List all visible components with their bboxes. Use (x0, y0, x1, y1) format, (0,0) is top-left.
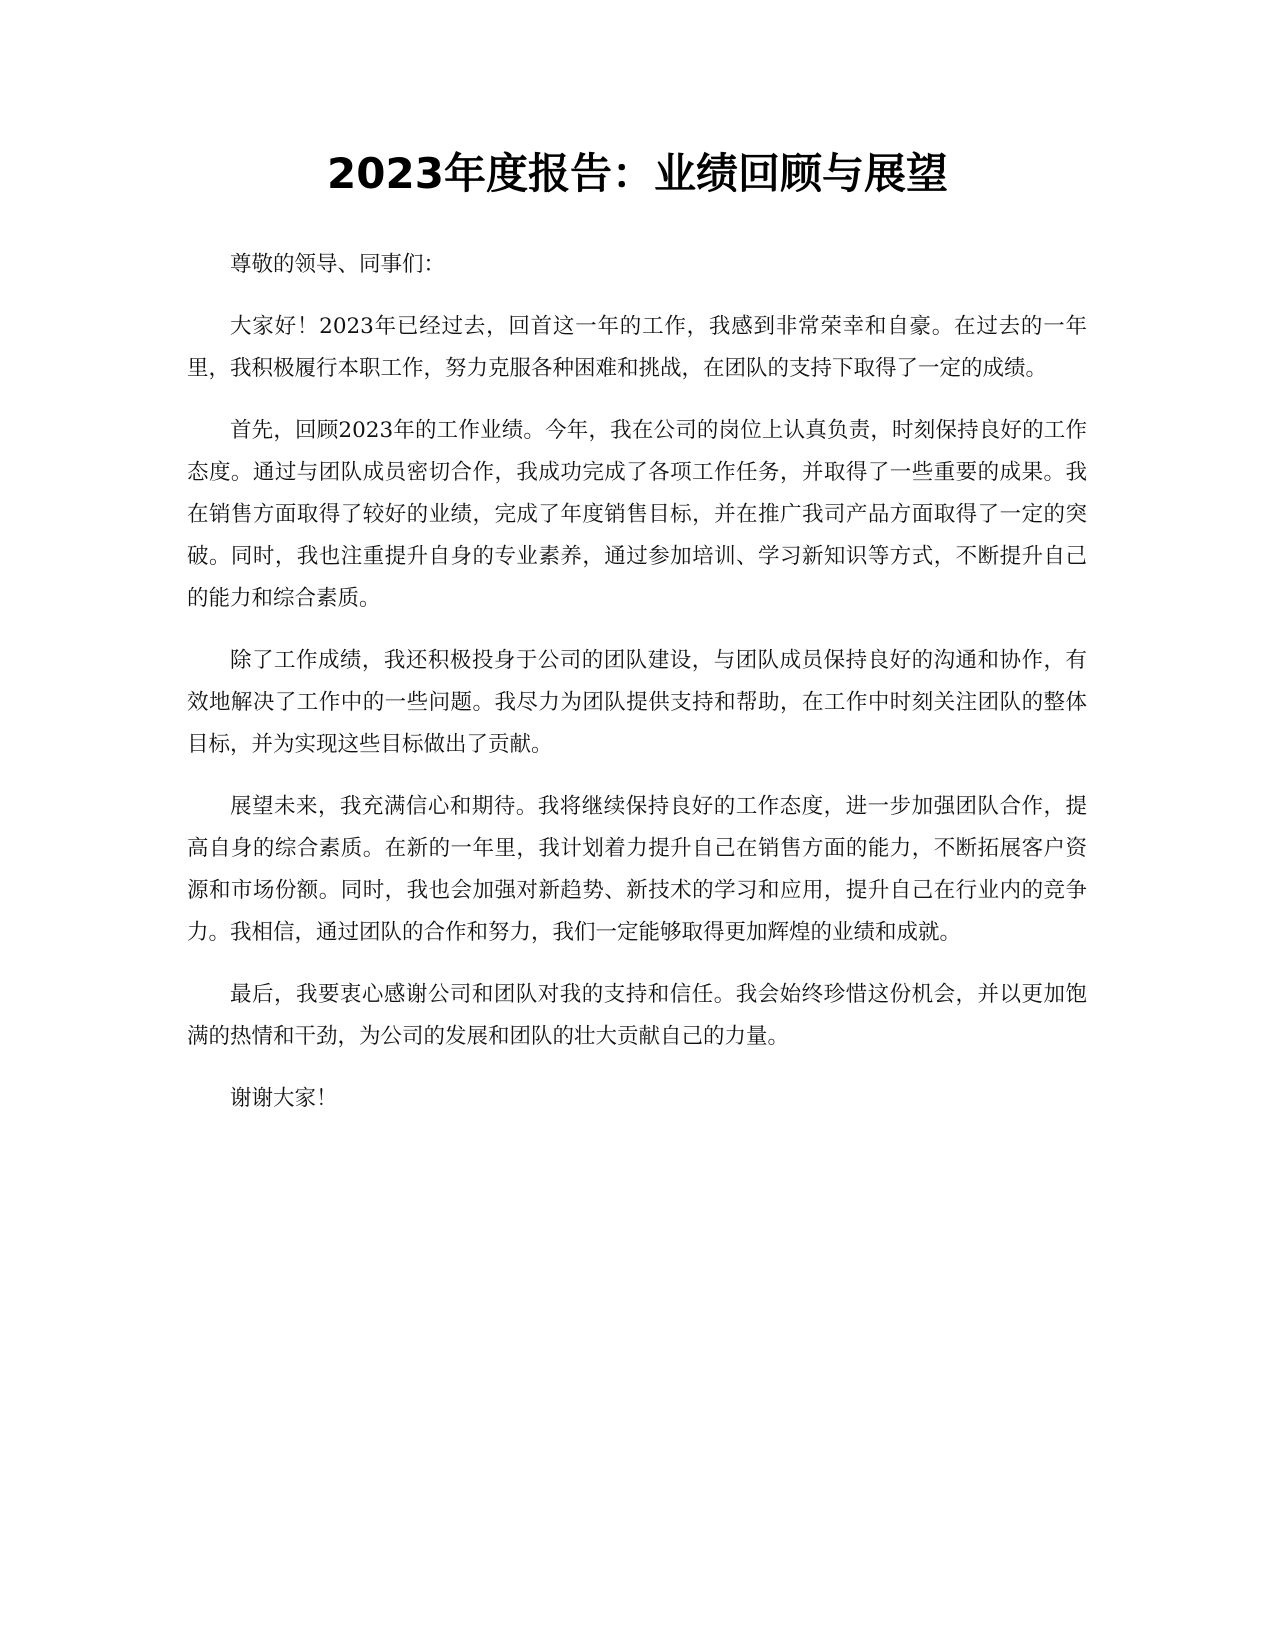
paragraph-outlook: 展望未来，我充满信心和期待。我将继续保持良好的工作态度，进一步加强团队合作，提高自身的综合素质。在新的一年里，我计划着力提升自己在销售方面的能力，不断拓展客户资源和市场份额。同时，我也会加强对新趋势、新技术的学习和应用，提升自己在行业内的竞争力。我相信，通过团队的合作和努力，我们一定能够取得更加辉煌的业绩和成就。 (187, 794, 1087, 945)
document-title: 2023年度报告：业绩回顾与展望 (327, 149, 948, 198)
paragraph-teamwork: 除了工作成绩，我还积极投身于公司的团队建设，与团队成员保持良好的沟通和协作，有效地解决了工作中的一些问题。我尽力为团队提供支持和帮助，在工作中时刻关注团队的整体目标，并为实现这些目标做出了贡献。 (187, 648, 1087, 757)
closing: 谢谢大家！ (230, 1086, 338, 1111)
document-body (187, 244, 1087, 1140)
paragraph-greeting: 大家好！2023年已经过去，回首这一年的工作，我感到非常荣幸和自豪。在过去的一年里，我积极履行本职工作，努力克服各种困难和挑战，在团队的支持下取得了一定的成绩。 (187, 314, 1087, 381)
paragraph-thanks: 最后，我要衷心感谢公司和团队对我的支持和信任。我会始终珍惜这份机会，并以更加饱满的热情和干劲，为公司的发展和团队的壮大贡献自己的力量。 (187, 982, 1087, 1049)
paragraph-review: 首先，回顾2023年的工作业绩。今年，我在公司的岗位上认真负责，时刻保持良好的工作态度。通过与团队成员密切合作，我成功完成了各项工作任务，并取得了一些重要的成果。我在销售方面取得了较好的业绩，完成了年度销售目标，并在推广我司产品方面取得了一定的突破。同时，我也注重提升自身的专业素养，通过参加培训、学习新知识等方式，不断提升自己的能力和综合素质。 (187, 418, 1087, 611)
salutation: 尊敬的领导、同事们： (230, 252, 446, 277)
